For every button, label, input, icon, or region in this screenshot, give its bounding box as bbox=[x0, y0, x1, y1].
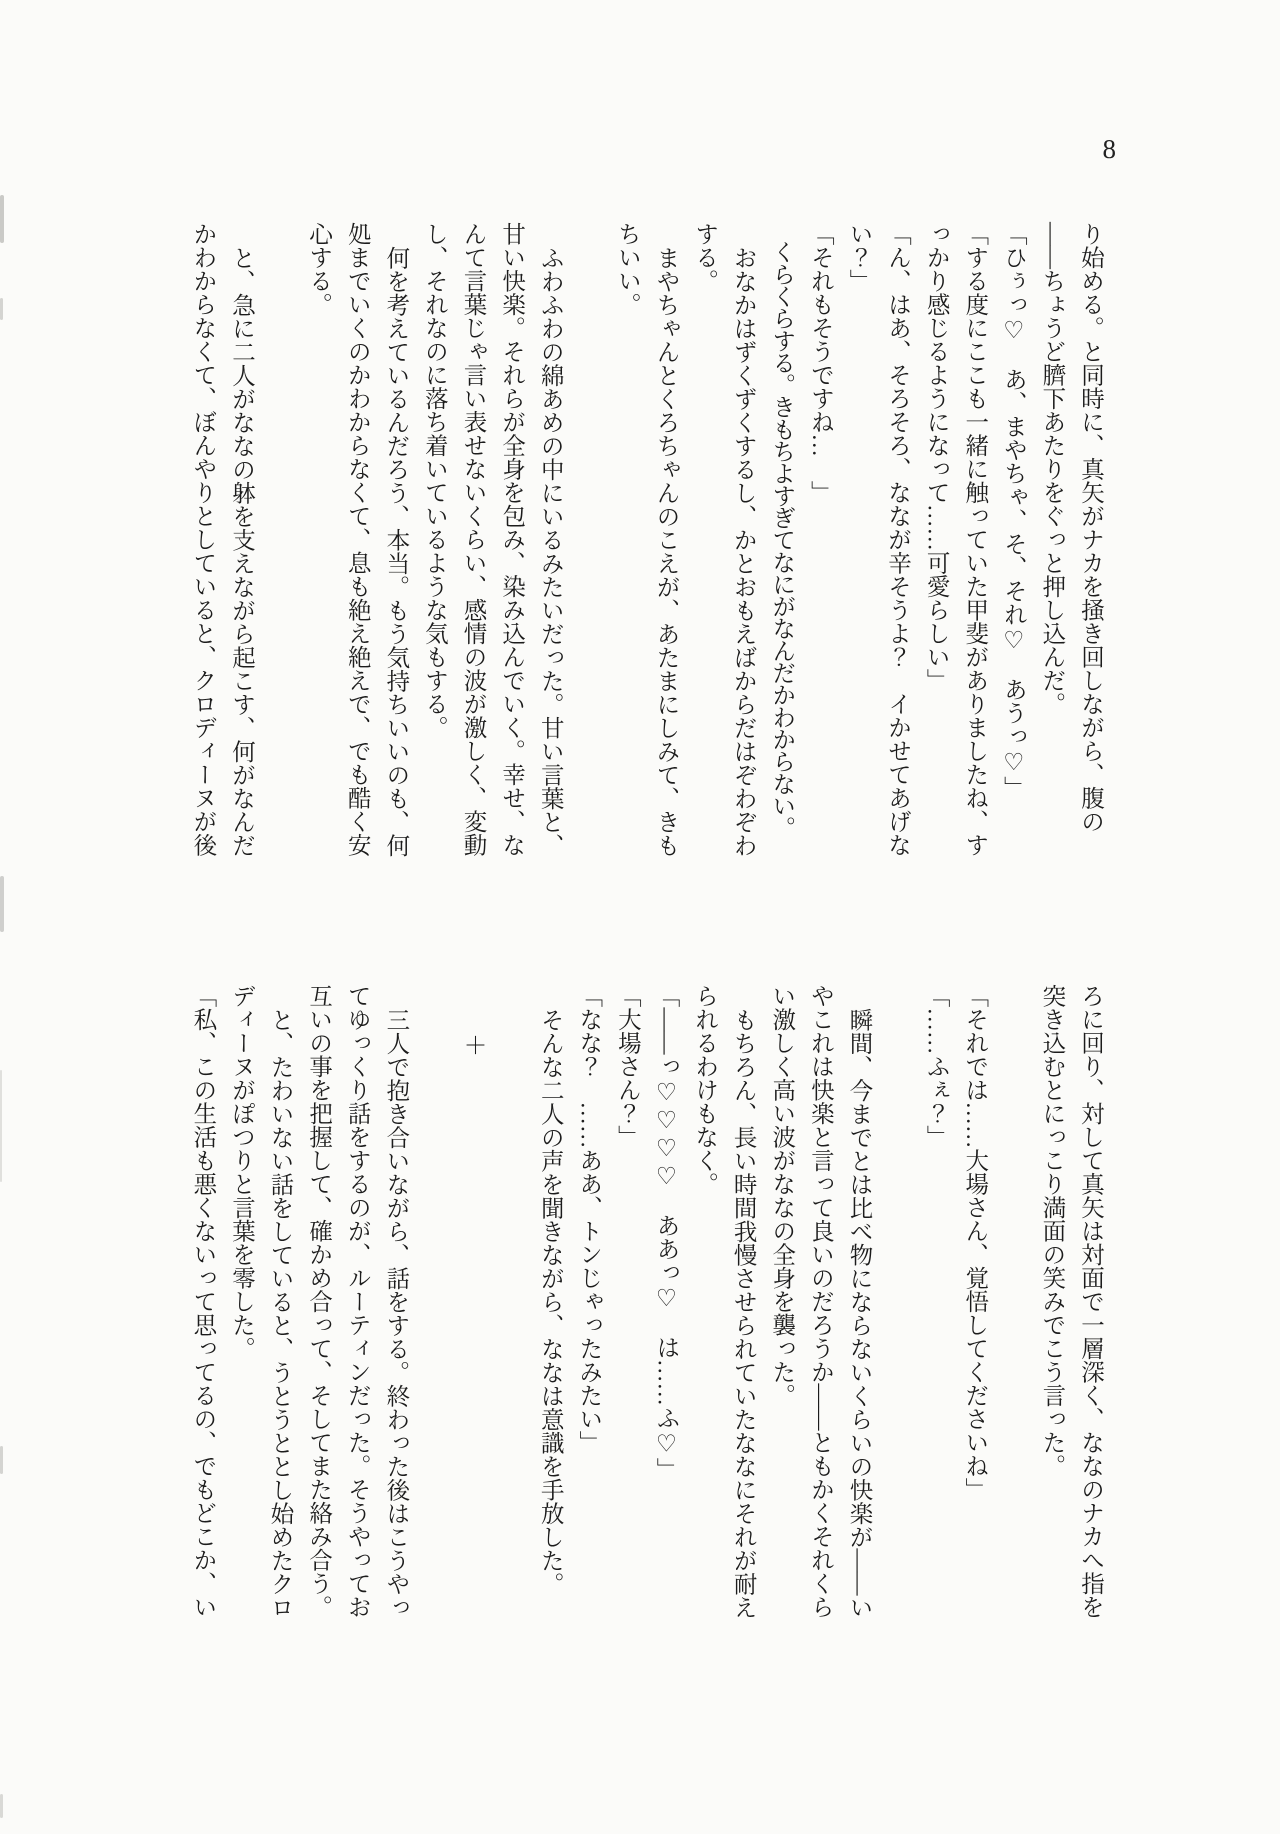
blank-line bbox=[877, 984, 916, 1624]
blank-line bbox=[993, 984, 1032, 1624]
blank-line bbox=[260, 222, 299, 862]
narration-paragraph: 何を考えているんだろう、本当。もう気持ちいいのも、何処までいくのかわからなくて、息も絶え絶えで、でも酷く安心する。 bbox=[305, 222, 409, 857]
blank-line bbox=[569, 222, 608, 862]
scan-artifact bbox=[0, 1446, 3, 1474]
narration-paragraph: くらくらする。きもちよすぎてなにがなんだかわからない。 bbox=[768, 240, 795, 839]
scan-artifact bbox=[0, 298, 3, 320]
narration-paragraph: と、たわいない話をしていると、うとうととし始めたクロディーヌがぽつりと言葉を零した。 bbox=[227, 984, 293, 1619]
dialogue-paragraph: 「ひぅっ♡ あ、まやちゃ、そ、それ♡ あうっ♡」 bbox=[999, 222, 1026, 800]
dialogue-paragraph: 「する度にここも一緒に触っていた甲斐がありましたね、すっかり感じるようになって……可愛らしい」 bbox=[922, 222, 988, 857]
dialogue-paragraph: 「なな？ ……ああ、トンじゃったみたい」 bbox=[575, 984, 602, 1454]
narration-paragraph: り始める。と同時に、真矢がナカを掻き回しながら、腹の――ちょうど臍下あたりをぐっと押し込んだ。 bbox=[1038, 222, 1103, 833]
scan-artifact bbox=[0, 1794, 3, 1818]
dialogue-paragraph: 「大場さん？」 bbox=[613, 984, 640, 1149]
page-number: 8 bbox=[1102, 134, 1116, 164]
dialogue-paragraph: 「――っ♡♡♡♡ ああっ♡ は……ふ♡」 bbox=[652, 984, 679, 1481]
dialogue-paragraph: 「私、この生活も悪くないって思ってるの、でもどこか、い bbox=[189, 984, 216, 1619]
scan-artifact bbox=[0, 876, 4, 932]
dialogue-paragraph: 「……ふぇ？」 bbox=[922, 984, 949, 1149]
scene-divider: ＋ bbox=[459, 1033, 486, 1057]
narration-paragraph: 三人で抱き合いながら、話をする。終わった後はこうやってゆっくり話をするのが、ルーティンだった。そうやってお互いの事を把握して、確かめ合って、そしてまた絡み合う。 bbox=[305, 984, 409, 1619]
narration-paragraph: 瞬間、今までとは比べ物にならないくらいの快楽が――いやこれは快楽と言って良いのだろうか――ともかくそれくらい激しく高い波がななの全身を襲った。 bbox=[768, 984, 872, 1619]
narration-paragraph: ろに回り、対して真矢は対面で一層深く、ななのナカへ指を突き込むとにっこり満面の笑みでこう言った。 bbox=[1038, 984, 1103, 1619]
text-block-top bbox=[183, 222, 1109, 862]
blank-line bbox=[414, 984, 453, 1624]
narration-paragraph: ふわふわの綿あめの中にいるみたいだった。甘い言葉と、甘い快楽。それらが全身を包み、染み込んでいく。幸せ、なんて言葉じゃ言い表せないくらい、感情の波が激しく、変動し、それなのに落ち着いているような気もする。 bbox=[420, 222, 563, 857]
narration-paragraph: そんな二人の声を聞きながら、ななは意識を手放した。 bbox=[536, 1007, 563, 1595]
narration-paragraph: まやちゃんとくろちゃんのこえが、あたまにしみて、きもちいい。 bbox=[613, 222, 679, 857]
narration-paragraph: もちろん、長い時間我慢させられていたななにそれが耐えられるわけもなく。 bbox=[691, 984, 756, 1619]
dialogue-paragraph: 「それでは……大場さん、覚悟してくださいね」 bbox=[961, 984, 988, 1501]
text-block-bottom bbox=[183, 984, 1109, 1624]
scan-artifact bbox=[0, 1070, 2, 1182]
dialogue-paragraph: 「ん、はあ、そろそろ、ななが辛そうよ？ イかせてあげない？」 bbox=[845, 222, 911, 857]
narration-paragraph: おなかはずくずくするし、かとおもえばからだはぞわぞわする。 bbox=[691, 222, 756, 857]
dialogue-paragraph: 「それもそうですね… 」 bbox=[806, 222, 833, 504]
scan-artifact bbox=[0, 195, 4, 243]
narration-paragraph: と、急に二人がななの躰を支えながら起こす、何がなんだかわからなくて、ぼんやりとしていると、クロディーヌが後 bbox=[189, 222, 254, 857]
blank-line bbox=[492, 984, 531, 1624]
